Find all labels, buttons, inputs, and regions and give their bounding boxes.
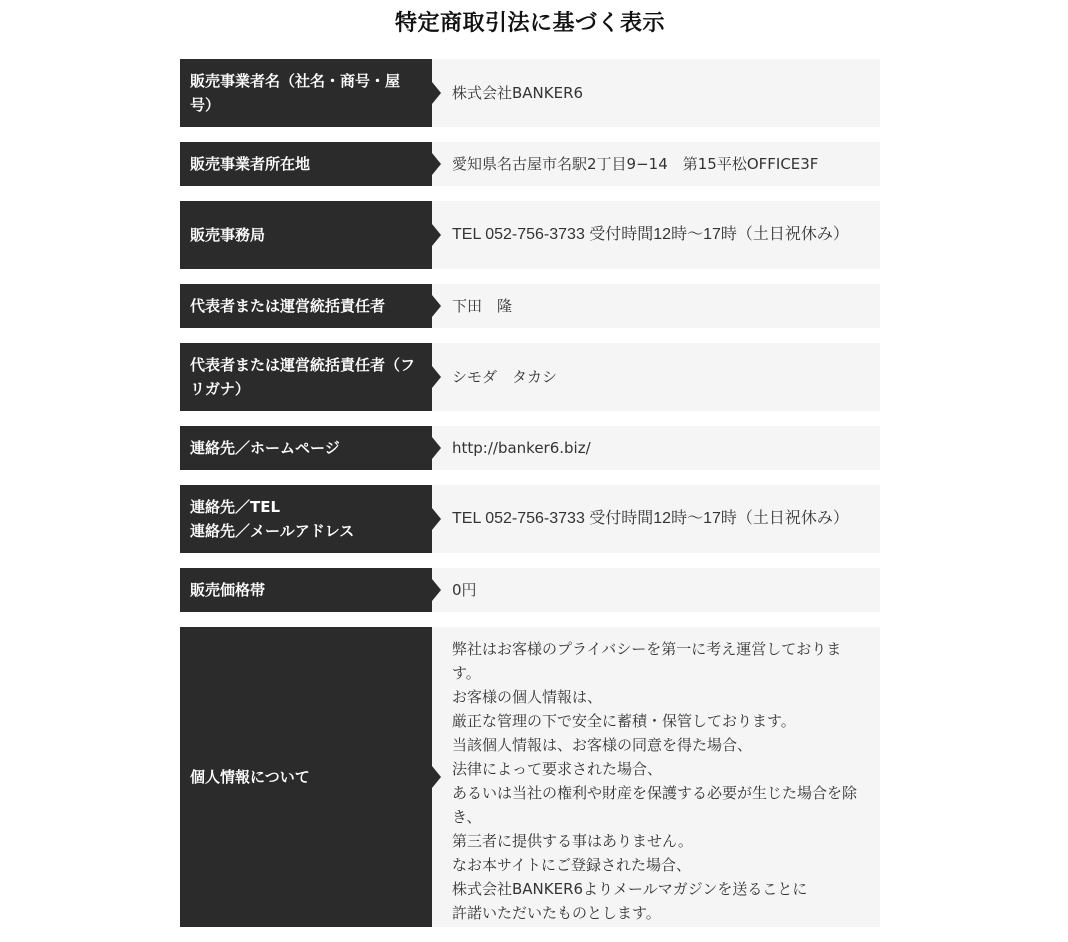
homepage-link[interactable]: http://banker6.biz/ [452, 439, 591, 457]
row-value-text: TEL 052-756-3733 受付時間12時〜17時（土日祝休み） [452, 510, 849, 527]
row-label-text: 販売事業者所在地 [190, 155, 311, 173]
row-label [180, 284, 432, 328]
privacy-text-line: 当該個人情報は、お客様の同意を得た場合、 [452, 736, 753, 754]
privacy-text-line: 許諾いただいたものとします。 [452, 904, 661, 922]
row-label-text: 代表者または運営統括責任者（フリガナ） [190, 356, 416, 398]
row-value [432, 59, 880, 127]
row-label [180, 627, 432, 927]
row-value [432, 485, 880, 553]
row-label-text: 連絡先／TEL [190, 498, 281, 516]
row-value [432, 426, 880, 470]
page-title: 特定商取引法に基づく表示 [394, 11, 665, 36]
table-row-seller-address [180, 142, 880, 186]
row-value [432, 201, 880, 269]
privacy-text-line: 厳正な管理の下で安全に蓄積・保管しております。 [452, 712, 796, 730]
table-row-privacy [180, 627, 880, 927]
privacy-text-line: なお本サイトにご登録された場合、 [452, 856, 691, 874]
row-label [180, 485, 432, 553]
row-value [432, 568, 880, 612]
table-row-sales-office [180, 201, 880, 269]
privacy-text-line: 株式会社BANKER6よりメールマガジンを送ることに [452, 880, 808, 898]
row-label [180, 201, 432, 269]
row-label-text: 販売事業者名（社名・商号・屋号） [190, 72, 401, 114]
row-value [432, 627, 880, 927]
row-label [180, 426, 432, 470]
table-row-representative-kana [180, 343, 880, 411]
row-label [180, 568, 432, 612]
row-label [180, 142, 432, 186]
table-row-seller-name [180, 59, 880, 127]
row-label-text: 連絡先／メールアドレス [190, 522, 355, 540]
privacy-text-line: 法律によって要求された場合、 [452, 760, 663, 778]
row-label-text: 販売事務局 [190, 226, 266, 244]
privacy-text-line: 弊社はお客様のプライバシーを第一に考え運営しております。 [452, 640, 842, 682]
privacy-text-line: あるいは当社の権利や財産を保護する必要が生じた場合を除き、 [452, 784, 858, 826]
commerce-law-table [180, 59, 880, 942]
row-value [432, 142, 880, 186]
row-value-text: 下田 隆 [452, 297, 513, 315]
row-label [180, 343, 432, 411]
table-row-contact [180, 485, 880, 553]
row-label-text: 個人情報について [190, 768, 310, 786]
row-label-text: 代表者または運営統括責任者 [190, 297, 386, 315]
row-value [432, 284, 880, 328]
row-label-text: 連絡先／ホームページ [190, 439, 340, 457]
row-value-text: 0円 [452, 581, 477, 599]
row-label-text: 販売価格帯 [190, 581, 266, 599]
privacy-text-line: 第三者に提供する事はありません。 [452, 832, 693, 850]
row-value-text: シモダ タカシ [452, 368, 558, 386]
privacy-text-line: お客様の個人情報は、 [452, 688, 603, 706]
row-value-text: 愛知県名古屋市名駅2丁目9−14 第15平松OFFICE3F [452, 155, 819, 173]
row-value-text: 株式会社BANKER6 [452, 84, 584, 102]
row-label [180, 59, 432, 127]
table-row-representative [180, 284, 880, 328]
row-value-text: TEL 052-756-3733 受付時間12時〜17時（土日祝休み） [452, 226, 849, 243]
table-row-price-range [180, 568, 880, 612]
table-row-homepage [180, 426, 880, 470]
row-value [432, 343, 880, 411]
